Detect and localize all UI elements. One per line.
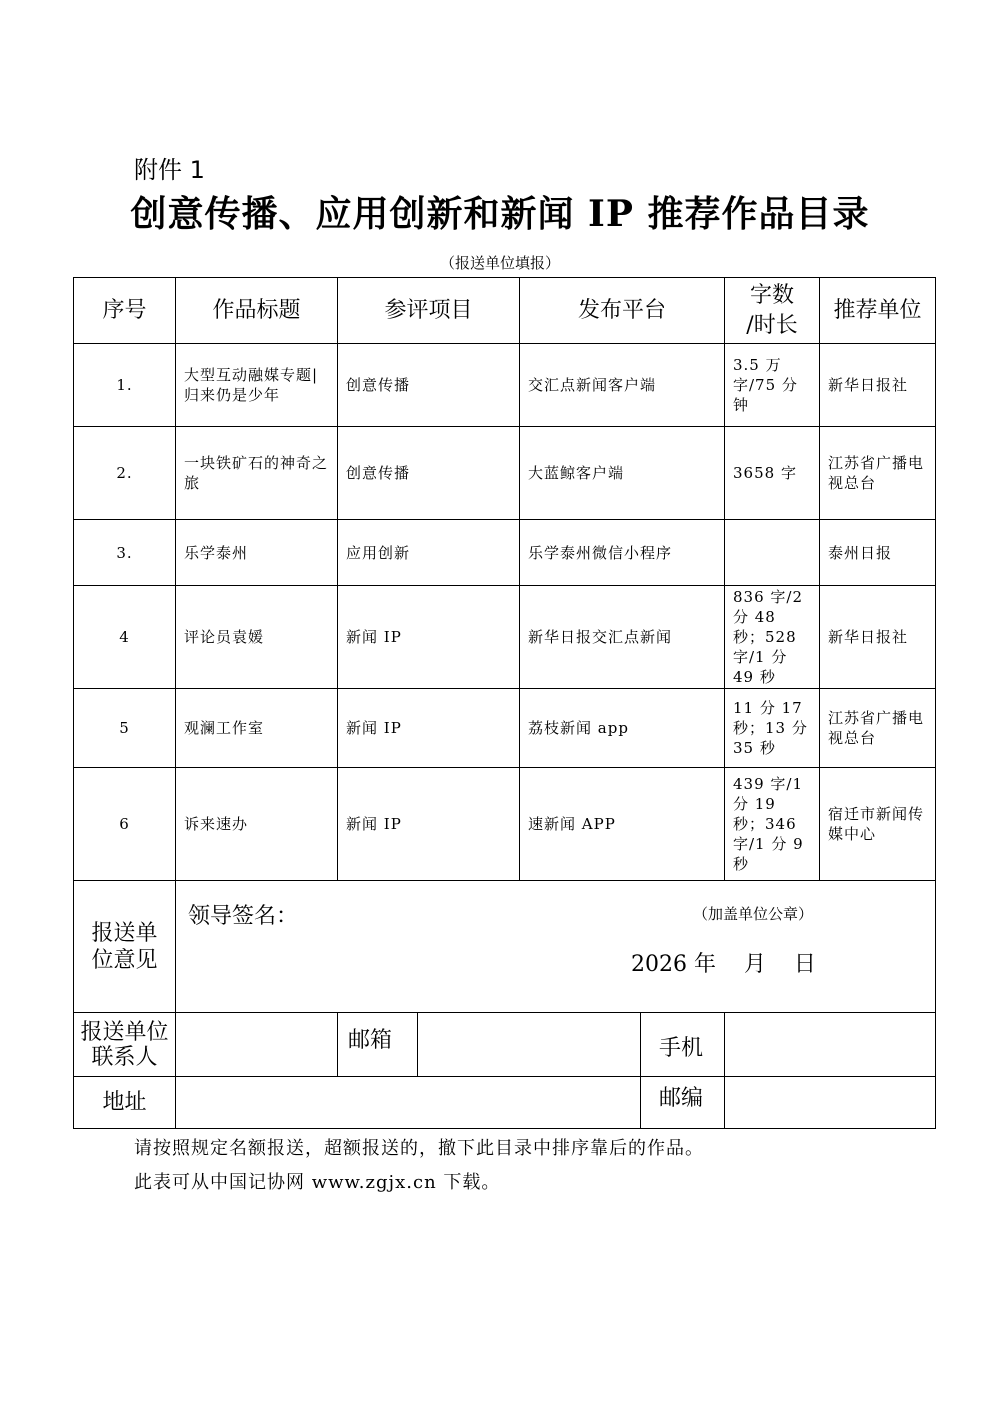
row-2-length: 3658 字 <box>724 426 820 520</box>
row-3-no: 3. <box>73 519 176 586</box>
row-5-unit: 江苏省广播电视总台 <box>819 688 936 768</box>
row-1-category: 创意传播 <box>337 343 520 427</box>
row-4-title: 评论员袁媛 <box>175 585 338 689</box>
phone-label: 手机 <box>659 1036 704 1061</box>
row-6-platform: 速新闻 APP <box>519 767 725 881</box>
row-3-title: 乐学泰州 <box>175 519 338 586</box>
signature-label: 领导签名： <box>188 904 299 929</box>
header-title: 作品标题 <box>175 277 338 344</box>
row-2-no: 2. <box>73 426 176 520</box>
row-3-length <box>724 519 820 586</box>
works-table <box>74 278 936 1130</box>
row-3-unit: 泰州日报 <box>819 519 936 586</box>
row-3-category: 应用创新 <box>337 519 520 586</box>
header-no: 序号 <box>73 277 176 344</box>
row-2-platform: 大蓝鲸客户端 <box>519 426 725 520</box>
email-label: 邮箱 <box>348 1028 393 1053</box>
header-category: 参评项目 <box>337 277 520 344</box>
header-unit: 推荐单位 <box>819 277 936 344</box>
row-6-length: 439 字/1 分 19 秒；346 字/1 分 9 秒 <box>724 767 820 881</box>
opinion-label-line2: 位意见 <box>91 947 158 973</box>
header-length <box>724 277 820 344</box>
row-6-no: 6 <box>73 767 176 881</box>
header-length-line1: 字数 <box>749 282 794 308</box>
row-1-unit: 新华日报社 <box>819 343 936 427</box>
annex-label: 附件 1 <box>134 156 205 184</box>
address-field[interactable] <box>175 1076 641 1129</box>
opinion-label-line1: 报送单 <box>91 920 158 946</box>
contact-label-line2: 联系人 <box>91 1044 158 1070</box>
phone-field[interactable] <box>724 1012 936 1077</box>
email-label-cell <box>337 1012 418 1077</box>
row-1-length: 3.5 万字/75 分钟 <box>724 343 820 427</box>
fill-note: （报送单位填报） <box>439 254 560 272</box>
row-5-platform: 荔枝新闻 app <box>519 688 725 768</box>
footer-note-1: 请按照规定名额报送，超额报送的，撤下此目录中排序靠后的作品。 <box>134 1138 704 1159</box>
header-length-line2: /时长 <box>746 312 798 338</box>
postcode-label: 邮编 <box>659 1086 704 1111</box>
email-field[interactable] <box>417 1012 641 1077</box>
row-2-title: 一块铁矿石的神奇之旅 <box>175 426 338 520</box>
address-label: 地址 <box>73 1076 176 1129</box>
row-4-no: 4 <box>73 585 176 689</box>
date-line: 2026 年 月 日 <box>631 952 816 977</box>
row-2-category: 创意传播 <box>337 426 520 520</box>
row-3-platform: 乐学泰州微信小程序 <box>519 519 725 586</box>
header-platform: 发布平台 <box>519 277 725 344</box>
contact-label <box>73 1012 176 1077</box>
contact-label-line1: 报送单位 <box>80 1019 169 1045</box>
row-5-no: 5 <box>73 688 176 768</box>
postcode-label-cell <box>640 1076 725 1129</box>
contact-person-field[interactable] <box>175 1012 338 1077</box>
row-6-unit: 宿迁市新闻传媒中心 <box>819 767 936 881</box>
postcode-field[interactable] <box>724 1076 936 1129</box>
row-1-platform: 交汇点新闻客户端 <box>519 343 725 427</box>
page-title: 创意传播、应用创新和新闻 IP 推荐作品目录 <box>130 193 870 235</box>
row-5-category: 新闻 IP <box>337 688 520 768</box>
row-5-length: 11 分 17 秒；13 分 35 秒 <box>724 688 820 768</box>
seal-note: （加盖单位公章） <box>692 905 813 923</box>
row-4-length: 836 字/2 分 48 秒；528 字/1 分 49 秒 <box>724 585 820 689</box>
opinion-label <box>73 880 176 1013</box>
opinion-field[interactable] <box>175 880 936 1013</box>
phone-label-cell <box>640 1012 725 1077</box>
row-6-category: 新闻 IP <box>337 767 520 881</box>
row-6-title: 诉来速办 <box>175 767 338 881</box>
footer-note-2: 此表可从中国记协网 www.zgjx.cn 下载。 <box>134 1172 501 1193</box>
row-4-unit: 新华日报社 <box>819 585 936 689</box>
row-1-no: 1. <box>73 343 176 427</box>
row-5-title: 观澜工作室 <box>175 688 338 768</box>
row-4-platform: 新华日报交汇点新闻 <box>519 585 725 689</box>
row-1-title: 大型互动融媒专题|归来仍是少年 <box>175 343 338 427</box>
row-2-unit: 江苏省广播电视总台 <box>819 426 936 520</box>
row-4-category: 新闻 IP <box>337 585 520 689</box>
